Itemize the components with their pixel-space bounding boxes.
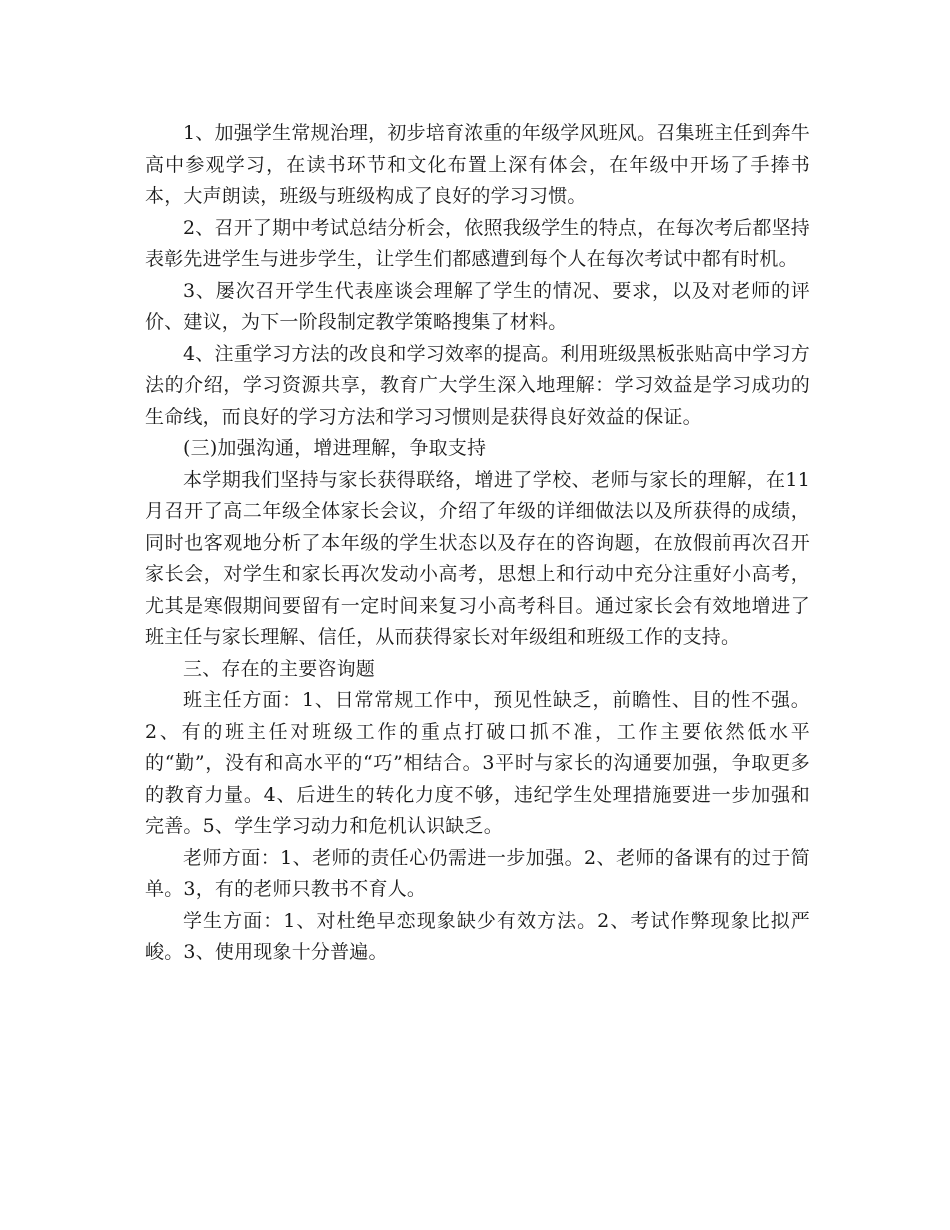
paragraph-4: 4、注重学习方法的改良和学习效率的提高。利用班级黑板张贴高中学习方法的介绍，学习资源共享，教育广大学生深入地理解：学习效益是学习成功的生命线，而良好的学习方法和学习习惯则是获得良好效益的保证。 bbox=[145, 342, 810, 428]
paragraph-1: 1、加强学生常规治理，初步培育浓重的年级学风班风。召集班主任到奔牛高中参观学习，在读书环节和文化布置上深有体会，在年级中开场了手捧书本，大声朗读，班级与班级构成了良好的学习习惯。 bbox=[145, 122, 810, 207]
paragraph-2: 2、召开了期中考试总结分析会，依照我级学生的特点，在每次考后都坚持表彰先进学生与进步学生，让学生们都感遭到每个人在每次考试中都有时机。 bbox=[145, 216, 810, 270]
document-body bbox=[145, 118, 810, 969]
paragraph-3: 3、屡次召开学生代表座谈会理解了学生的情况、要求，以及对老师的评价、建议，为下一阶段制定教学策略搜集了材料。 bbox=[145, 279, 810, 333]
section-heading-communication: (三)加强沟通，增进理解，争取支持 bbox=[183, 437, 487, 459]
paragraph-class-teachers: 班主任方面：1、日常常规工作中，预见性缺乏，前瞻性、目的性不强。2、有的班主任对班级工作的重点打破口抓不准，工作主要依然低水平的“勤”，没有和高水平的“巧”相结合。3平时与家长的沟通要加强，争取更多的教育力量。4、后进生的转化力度不够，违纪学生处理措施要进一步加强和完善。5、学生学习动力和危机认识缺乏。 bbox=[145, 689, 810, 837]
paragraph-parents: 本学期我们坚持与家长获得联络，增进了学校、老师与家长的理解，在11月召开了高二年级全体家长会议，介绍了年级的详细做法以及所获得的成绩，同时也客观地分析了本年级的学生状态以及存在的咨询题，在放假前再次召开家长会，对学生和家长再次发动小高考，思想上和行动中充分注重好小高考，尤其是寒假期间要留有一定时间来复习小高考科目。通过家长会有效地增进了班主任与家长理解、信任，从而获得家长对年级组和班级工作的支持。 bbox=[145, 468, 810, 648]
paragraph-students: 学生方面：1、对杜绝早恋现象缺少有效方法。2、考试作弊现象比拟严峻。3、使用现象十分普遍。 bbox=[145, 909, 810, 963]
paragraph-teachers: 老师方面：1、老师的责任心仍需进一步加强。2、老师的备课有的过于简单。3，有的老师只教书不育人。 bbox=[145, 846, 810, 900]
section-heading-problems: 三、存在的主要咨询题 bbox=[183, 657, 376, 680]
